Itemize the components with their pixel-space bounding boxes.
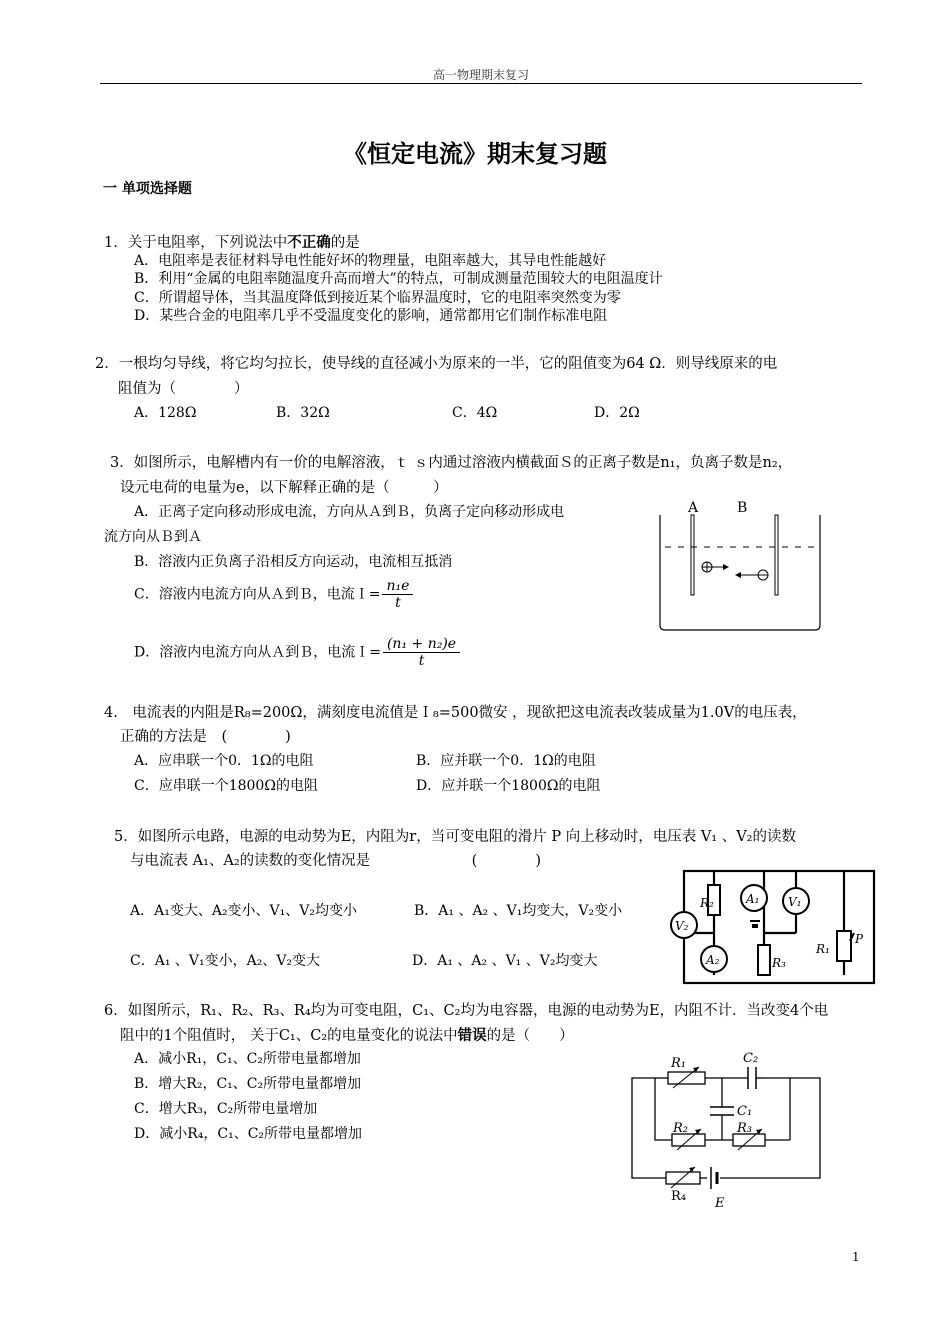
q3-option-c-text: C．溶液内电流方向从Ａ到Ｂ，电流Ｉ=	[134, 586, 381, 603]
q3-option-a: A．正离子定向移动形成电流，方向从Ａ到Ｂ，负离子定向移动形成电	[134, 504, 565, 520]
q3-option-c	[134, 578, 413, 611]
q5-a1-label: A₁	[746, 892, 760, 906]
q3-option-d-text: D．溶液内电流方向从Ａ到Ｂ，电流Ｉ=	[134, 644, 381, 661]
question-3: 3．如图所示，电解槽内有一价的电解溶液，ｔ ｓ内通过溶液内横截面Ｓ的正离子数是n₁，负离子数是n₂，	[110, 455, 793, 471]
q3-stem-2: 设元电荷的电量为e，以下解释正确的是（ ）	[120, 480, 448, 496]
q3-d-denominator: t	[418, 653, 425, 669]
q6-r2-label: R₂	[673, 1121, 688, 1136]
q6-emphasis: 错误	[457, 1027, 487, 1044]
q3-c-fraction	[382, 578, 413, 611]
q3-option-a-cont: 流方向从Ｂ到Ａ	[104, 529, 202, 545]
q6-stem-2	[120, 1024, 574, 1045]
q5-stem-2: 与电流表 A₁、A₂的读数的变化情况是 ( )	[130, 853, 541, 869]
q4-option-c: C．应串联一个1800Ω的电阻	[134, 778, 318, 794]
q3-option-b: B．溶液内正负离子沿相反方向运动，电流相互抵消	[134, 554, 453, 570]
q5-r3-label: R₃	[772, 956, 786, 970]
q1-option-a: A．电阻率是表征材料导电性能好坏的物理量，电阻率越大，其导电性能越好	[134, 253, 607, 269]
question-1	[104, 231, 360, 252]
q2-option-d: D．2Ω	[594, 405, 640, 421]
q2-option-c: C．4Ω	[452, 405, 498, 421]
q6-c2-label: C₂	[743, 1051, 759, 1066]
q5-v2-label: V₂	[675, 919, 689, 933]
q6-r4-label: R₄	[671, 1189, 686, 1204]
q3-d-fraction	[383, 636, 460, 669]
q1-option-b: B．利用“金属的电阻率随温度升高而增大”的特点，可制成测量范围较大的电阻温度计	[134, 271, 663, 287]
question-6: 6．如图所示，R₁、R₂、R₃、R₄均为可变电阻，C₁、C₂均为电容器，电源的电动势为E，内阻不计．当改变4个电	[104, 1003, 829, 1019]
header-rule	[100, 83, 862, 84]
q6-circuit-diagram	[625, 1045, 830, 1215]
question-5: 5．如图所示电路，电源的电动势为E，内阻为r，当可变电阻的滑片 P 向上移动时，电压表 V₁ 、V₂的读数	[114, 829, 796, 845]
q1-option-c: C．所谓超导体，当其温度降低到接近某个临界温度时，它的电阻率突然变为零	[134, 290, 621, 306]
q1-stem: 1．关于电阻率，下列说法中	[104, 235, 288, 251]
q2-stem-2: 阻值为（ ）	[118, 381, 249, 397]
page-header: 高一物理期末复习	[432, 68, 529, 82]
q2-option-a: A．128Ω	[134, 405, 197, 421]
page-number: 1	[852, 1250, 860, 1264]
q5-option-c: C．A₁ 、V₁变小，A₂、V₂变大	[130, 953, 321, 969]
q5-p-label: P	[855, 932, 864, 946]
q2-option-b: B．32Ω	[276, 405, 330, 421]
q6-option-c: C．增大R₃，C₂所带电量增加	[134, 1101, 318, 1117]
electrolytic-cell-diagram	[655, 495, 825, 635]
q4-option-d: D．应并联一个1800Ω的电阻	[416, 778, 601, 794]
q4-option-a: A．应串联一个0．1Ω的电阻	[134, 753, 314, 769]
q3-c-numerator: n₁e	[382, 578, 413, 595]
q3-option-d	[134, 636, 460, 669]
q5-option-d: D．A₁ 、A₂ 、V₁ 、V₂均变大	[412, 953, 598, 969]
q4-option-b: B．应并联一个0．1Ω的电阻	[416, 753, 596, 769]
section-heading: 一 单项选择题	[103, 181, 192, 197]
q3-d-numerator: (n₁ + n₂)e	[383, 636, 460, 653]
q5-r2-label: R₂	[700, 896, 714, 910]
q1-option-d: D．某些合金的电阻率几乎不受温度变化的影响，通常都用它们制作标准电阻	[134, 308, 608, 324]
q6-stem-end: 的是（ ）	[486, 1028, 574, 1044]
q6-option-d: D．减小R₄，C₁、C₂所带电量都增加	[134, 1126, 363, 1142]
q5-a2-label: A₂	[706, 953, 720, 967]
q5-option-a: A．A₁变大、A₂变小、V₁、V₂均变小	[130, 903, 358, 919]
q1-emphasis: 不正确	[287, 234, 331, 251]
electrode-b-label: B	[737, 500, 748, 516]
q6-r1-label: R₁	[671, 1056, 686, 1071]
q5-circuit-diagram	[664, 863, 884, 993]
q5-option-b: B．A₁ 、A₂ 、V₁均变大，V₂变小	[414, 903, 623, 919]
q6-r3-label: R₃	[737, 1121, 752, 1136]
q6-option-b: B．增大R₂，C₁、C₂所带电量都增加	[134, 1076, 362, 1092]
q5-r1-label: R₁	[816, 942, 830, 956]
q6-option-a: A．减小R₁，C₁、C₂所带电量都增加	[134, 1051, 361, 1067]
electrode-a-label: A	[688, 500, 699, 516]
q4-stem-2: 正确的方法是 ( )	[120, 729, 291, 745]
page-title: 《恒定电流》期末复习题	[343, 140, 607, 168]
q3-c-denominator: t	[395, 595, 401, 611]
q6-c1-label: C₁	[737, 1104, 753, 1119]
q6-stem-text: 阻中的1个阻值时， 关于C₁、C₂的电量变化的说法中	[120, 1028, 458, 1044]
q6-e-label: E	[715, 1196, 725, 1211]
q5-v1-label: V₁	[788, 895, 802, 909]
question-4: 4. 电流表的内阻是R₈=200Ω，满刻度电流值是Ｉ₈=500微安 ，现欲把这电流表改装成量为1.0V的电压表，	[104, 705, 807, 721]
q1-stem-end: 的是	[330, 235, 360, 251]
question-2: 2．一根均匀导线，将它均匀拉长，使导线的直径减小为原来的一半，它的阻值变为64 Ω．则导线原来的电	[95, 356, 778, 372]
